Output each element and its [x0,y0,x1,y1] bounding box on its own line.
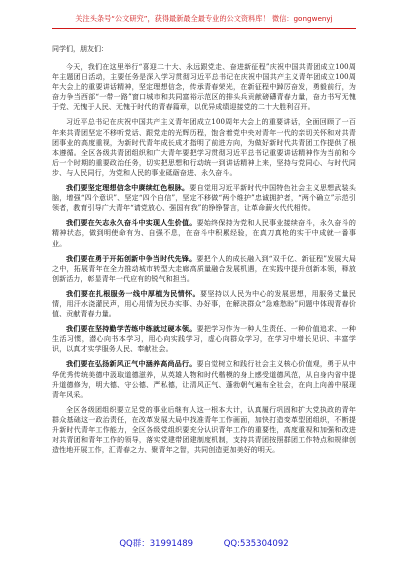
paragraph-opening [52,62,356,112]
document-body [52,44,356,460]
paragraph-text: 要自觉用习近平新时代中国特色社会主义思想武装头脑，增强“四个意识”、坚定“四个自信”，坚定不移做“两个维护”忠诚拥护者，“两个确立”示范引领者，教育引导广大青年“请党放心、强国有我”的铮铮誓言，让革命薪火代代相传。 [52,184,356,213]
paragraph-text: 要把个人的成长融入到“双千亿、新征程”发展大局之中，拓展青年在全力推动城市转型大走廊高质量融合发展机遇，在实践中提升创新本领，释放创新活力，彰显青年一代应有的锐气和担当。 [52,254,356,283]
paragraph-innovation [52,254,356,284]
paragraph-text: 要始终保持为党和人民事业接续奋斗，永久奋斗的精神状态，做到明使命有为、自强不息，在奋斗中积累经验，在真刀真枪的实干中成就一番事业。 [52,219,356,248]
paragraph-study [52,324,356,354]
paragraph-morality [52,359,356,399]
paragraph-lead: 我们要在坚持勤学苦练中练就过硬本领。 [66,324,197,334]
footer-qq: QQ:535304092 [223,539,289,549]
paragraph-lead: 我们要坚定理想信念中赓续红色根脉。 [66,183,190,193]
paragraph-text: 要自觉树立和践行社会主义核心价值观，勇于从中华优秀传统美德中汲取道德滋养，从英雄人物和时代楷模的身上感受道德风范，从自身内省中提升道德修为，明大德、守公德、严私德，让清风正气、蓬勃朝气遍布全社会，在向上向善中展现青年风采。 [52,360,356,399]
paragraph-text: 要坚持以人民为中心的发展思想，用服务丈量民情，用汗水浇灌民声，用心用情为民办实事、办好事，在解决群众“急难愁盼”问题中体现青春价值、贡献青春力量。 [52,289,356,319]
paragraph-text: 全区各级团组织要立足党的事业后继有人这一根本大计，认真履行巩固和扩大党执政的青年群众基础这一政治责任，在改革发展大局中找准青年工作画面，加快打造变革型团组织，不断提升新时代青年工作能力，全区各级党组织要充分认识青年工作的重要性，高度重视和加强和改进对共青团和青年工作的领导，落实党建带团建制度机制，支持共青团按照群团工作特点和规律创造性地开展工作，汇青春之力、聚青年之智，共同创造更加美好的明天。 [52,405,356,455]
paragraph-text: 今天，我们在这里举行“喜迎二十大、永远跟党走、奋进新征程”庆祝中国共青团成立100周年主题团日活动，主要任务是深入学习贯彻习近平总书记在庆祝中国共产主义青年团成立100周年大会上的重要讲话精神，坚定理想信念，传承青春荣光，在新征程中踔厉奋发，勇毅前行，为奋力争当西部“一带一路”窗口城市和共同富裕示范区的排头兵贡献磅礴青春力量，奋力书写无愧于党、无愧于人民、无愧于时代的青春篇章，以优异成绩迎接党的二十大胜利召开。 [52,63,356,112]
paragraph-lead: 我们要在勇于开拓创新中争当时代先锋。 [66,253,197,263]
paragraph-lead: 我们要在矢志永久奋斗中实现人生价值。 [66,218,197,228]
paragraph-text: 要把学习作为一种人生责任、一种价值追求、一种生活习惯，潜心向书本学习，用心向实践学习，虚心向群众学习，在学习中增长见识、丰富学识，以真才实学服务人民、奉献社会。 [52,325,356,354]
paragraph-service [52,289,356,319]
greeting: 同学们，朋友们： [52,45,108,53]
paragraph-closing [52,405,356,455]
paragraph-struggle [52,218,356,248]
paragraph-speech-summary [52,117,356,178]
footer-contact [0,537,408,549]
paragraph-lead: 我们要在弘扬新风正气中涵养高尚品行。 [66,359,197,369]
header-divider [52,28,356,29]
paragraph-lead: 我们要在扎根服务一线中厚植为民情怀。 [66,288,200,298]
paragraph-text: 习近平总书记在庆祝中国共产主义青年团成立100周年大会上的重要讲话，全面回顾了一百年来共青团坚定不移听党话、跟党走的光辉历程，饱含着党中央对青年一代的亲切关怀和对共青团事业的高度重视，为新时代青年成长成才指明了前进方向，为做好新时代共青团工作提供了根本遵循。全区各级共青团组织和广大青年要把学习贯彻习近平总书记重要讲话精神作为当前和今后一个时期的重要政治任务，切实把思想和行动统一到讲话精神上来，坚持与党同心、与时代同步、与人民同行，为党和人民的事业砥砺奋进、永久奋斗。 [52,118,356,177]
paragraph-ideals [52,183,356,213]
header-banner: 关注头条号“公文研究”，获得最新最全最专业的公文资料库！ 微信：gongwenyj [75,14,333,23]
footer-qq-group: QQ群：31991489 [119,539,194,549]
